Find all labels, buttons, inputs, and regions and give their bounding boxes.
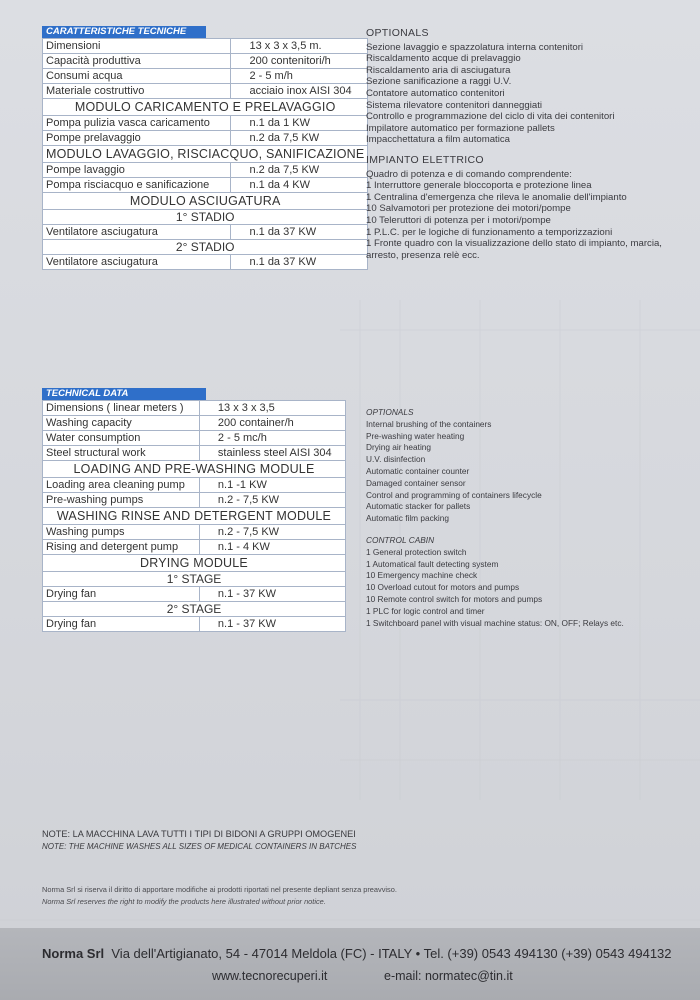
row-value: n.2 da 7,5 KW xyxy=(231,163,368,178)
section-row xyxy=(43,508,346,525)
table-row xyxy=(43,540,346,555)
table-row xyxy=(43,178,368,193)
row-label: Pompe prelavaggio xyxy=(43,131,231,146)
row-label: Steel structural work xyxy=(43,446,200,461)
list-item: 1 General protection switch xyxy=(366,546,467,557)
list-item: Riscaldamento aria di asciugatura xyxy=(366,64,511,76)
table-row xyxy=(43,617,346,632)
row-value: n.1 da 37 KW xyxy=(231,225,368,240)
list-item: 10 Remote control switch for motors and pumps xyxy=(366,593,543,604)
list-item: Sezione lavaggio e spazzolatura interna contenitori xyxy=(366,41,584,53)
row-label: Ventilatore asciugatura xyxy=(43,255,231,270)
list-item: Drying air heating xyxy=(366,442,432,453)
section-title: MODULO CARICAMENTO E PRELAVAGGIO xyxy=(43,99,368,116)
note-english: NOTE: THE MACHINE WASHES ALL SIZES OF MEDICAL CONTAINERS IN BATCHES xyxy=(42,842,357,851)
table-row xyxy=(43,446,346,461)
row-label: Washing pumps xyxy=(43,525,200,540)
it-spec-table xyxy=(42,38,368,270)
list-item: Sistema rilevatore contenitori danneggiati xyxy=(366,99,542,111)
company-name: Norma Srl xyxy=(42,946,105,961)
row-value: 2 - 5 mc/h xyxy=(199,431,345,446)
row-value: n.1 da 37 KW xyxy=(231,255,368,270)
section-row xyxy=(43,555,346,572)
table-row xyxy=(43,525,346,540)
optionals-title: OPTIONALS xyxy=(366,27,429,39)
it-optionals-column xyxy=(366,28,686,261)
legal-italian: Norma Srl si riserva il diritto di apportare modifiche ai prodotti riportati nel presente depliant senza preavviso. xyxy=(42,885,397,894)
row-value: n.1 - 37 KW xyxy=(199,587,345,602)
table-row xyxy=(43,39,368,54)
list-item: 10 Teleruttori di potenza per i motori/pompe xyxy=(366,214,551,226)
email-link[interactable]: e-mail: normatec@tin.it xyxy=(384,969,513,983)
footer-bar xyxy=(0,928,700,1000)
table-row xyxy=(43,225,368,240)
table-row xyxy=(43,587,346,602)
row-label: Pompe lavaggio xyxy=(43,163,231,178)
row-value: n.2 - 7,5 KW xyxy=(199,493,345,508)
table-row xyxy=(43,131,368,146)
row-value: 200 contenitori/h xyxy=(231,54,368,69)
row-label: Water consumption xyxy=(43,431,200,446)
row-value: 200 container/h xyxy=(199,416,345,431)
list-item: Impacchettatura a film automatica xyxy=(366,134,510,146)
section-row xyxy=(43,193,368,210)
row-label: Dimensioni xyxy=(43,39,231,54)
row-value: n.1 - 37 KW xyxy=(199,617,345,632)
list-item: 1 Interruttore generale bloccoporta e protezione linea xyxy=(366,180,592,192)
list-item: arresto, presenza relè ecc. xyxy=(366,249,480,261)
list-item: 1 Automatical fault detecting system xyxy=(366,558,499,569)
stage-row xyxy=(43,572,346,587)
row-value: 13 x 3 x 3,5 m. xyxy=(231,39,368,54)
stage-row xyxy=(43,210,368,225)
row-label: Ventilatore asciugatura xyxy=(43,225,231,240)
website-link[interactable]: www.tecnorecuperi.it xyxy=(212,969,328,983)
row-label: Pre-washing pumps xyxy=(43,493,200,508)
row-value: 13 x 3 x 3,5 xyxy=(199,401,345,416)
list-item: Contatore automatico contenitori xyxy=(366,87,505,99)
list-item: Quadro di potenza e di comando comprendente: xyxy=(366,168,572,180)
table-row xyxy=(43,401,346,416)
table-row xyxy=(43,255,368,270)
table-row xyxy=(43,116,368,131)
control-cabin-title: CONTROL CABIN xyxy=(366,534,435,545)
stage-title: 2° STAGE xyxy=(43,602,346,617)
list-item: Controllo e programmazione del ciclo di vita dei contenitori xyxy=(366,111,615,123)
legal-english: Norma Srl reserves the right to modify the products here illustrated without prior notice. xyxy=(42,897,326,906)
footer-address-line xyxy=(42,946,672,961)
row-value: n.1 -1 KW xyxy=(199,478,345,493)
en-table-header: TECHNICAL DATA xyxy=(42,388,206,400)
list-item: Control and programming of containers lifecycle xyxy=(366,489,542,500)
row-value: acciaio inox AISI 304 xyxy=(231,84,368,99)
stage-row xyxy=(43,602,346,617)
row-label: Consumi acqua xyxy=(43,69,231,84)
en-optionals-column xyxy=(366,407,686,629)
stage-title: 1° STADIO xyxy=(43,210,368,225)
row-value: n.2 - 7,5 KW xyxy=(199,525,345,540)
row-label: Materiale costruttivo xyxy=(43,84,231,99)
table-row xyxy=(43,163,368,178)
row-value: n.2 da 7,5 KW xyxy=(231,131,368,146)
section-row xyxy=(43,461,346,478)
row-label: Drying fan xyxy=(43,587,200,602)
list-item: 10 Salvamotori per protezione dei motori/pompe xyxy=(366,203,571,215)
section-title: MODULO LAVAGGIO, RISCIACQUO, SANIFICAZIONE xyxy=(43,146,368,163)
table-row xyxy=(43,54,368,69)
row-label: Loading area cleaning pump xyxy=(43,478,200,493)
optionals-title: OPTIONALS xyxy=(366,407,414,417)
list-item: U.V. disinfection xyxy=(366,454,426,465)
en-spec-table xyxy=(42,400,346,632)
row-value: stainless steel AISI 304 xyxy=(199,446,345,461)
row-value: n.1 da 1 KW xyxy=(231,116,368,131)
stage-title: 2° STADIO xyxy=(43,240,368,255)
row-label: Dimensions ( linear meters ) xyxy=(43,401,200,416)
table-row xyxy=(43,69,368,84)
row-label: Pompa risciacquo e sanificazione xyxy=(43,178,231,193)
electric-title: IMPIANTO ELETTRICO xyxy=(366,153,484,166)
table-row xyxy=(43,84,368,99)
section-title: DRYING MODULE xyxy=(43,555,346,572)
row-label: Capacità produttiva xyxy=(43,54,231,69)
row-label: Pompa pulizia vasca caricamento xyxy=(43,116,231,131)
list-item: Automatic film packing xyxy=(366,513,450,524)
section-title: LOADING AND PRE-WASHING MODULE xyxy=(43,461,346,478)
list-item: 1 P.L.C. per le logiche di funzionamento a temporizzazioni xyxy=(366,226,613,238)
row-value: 2 - 5 m/h xyxy=(231,69,368,84)
list-item: Automatic stacker for pallets xyxy=(366,501,471,512)
section-row xyxy=(43,99,368,116)
list-item: 10 Overload cutout for motors and pumps xyxy=(366,582,520,593)
list-item: 1 PLC for logic control and timer xyxy=(366,605,485,616)
table-row xyxy=(43,493,346,508)
list-item: Pre-washing water heating xyxy=(366,430,465,441)
list-item: 1 Switchboard panel with visual machine status: ON, OFF; Relays etc. xyxy=(366,617,624,628)
table-row xyxy=(43,416,346,431)
it-table-header: CARATTERISTICHE TECNICHE xyxy=(42,26,206,38)
list-item: 10 Emergency machine check xyxy=(366,570,478,581)
list-item: 1 Fronte quadro con la visualizzazione dello stato di impianto, marcia, xyxy=(366,238,662,250)
list-item: Damaged container sensor xyxy=(366,477,466,488)
table-row xyxy=(43,431,346,446)
section-title: MODULO ASCIUGATURA xyxy=(43,193,368,210)
section-title: WASHING RINSE AND DETERGENT MODULE xyxy=(43,508,346,525)
stage-row xyxy=(43,240,368,255)
row-label: Rising and detergent pump xyxy=(43,540,200,555)
list-item: 1 Centralina d'emergenza che rileva le anomalie dell'impianto xyxy=(366,191,627,203)
row-label: Drying fan xyxy=(43,617,200,632)
row-value: n.1 da 4 KW xyxy=(231,178,368,193)
company-address: Via dell'Artigianato, 54 - 47014 Meldola (FC) - ITALY • Tel. (+39) 0543 494130 (+39) 0543 494132 xyxy=(111,946,672,961)
section-row xyxy=(43,146,368,163)
row-value: n.1 - 4 KW xyxy=(199,540,345,555)
table-row xyxy=(43,478,346,493)
list-item: Automatic container counter xyxy=(366,465,470,476)
list-item: Riscaldamento acque di prelavaggio xyxy=(366,53,521,65)
note-italian: NOTE: LA MACCHINA LAVA TUTTI I TIPI DI BIDONI A GRUPPI OMOGENEI xyxy=(42,829,356,839)
list-item: Impilatore automatico per formazione pallets xyxy=(366,122,555,134)
list-item: Sezione sanificazione a raggi U.V. xyxy=(366,76,512,88)
stage-title: 1° STAGE xyxy=(43,572,346,587)
row-label: Washing capacity xyxy=(43,416,200,431)
list-item: Internal brushing of the containers xyxy=(366,418,492,429)
